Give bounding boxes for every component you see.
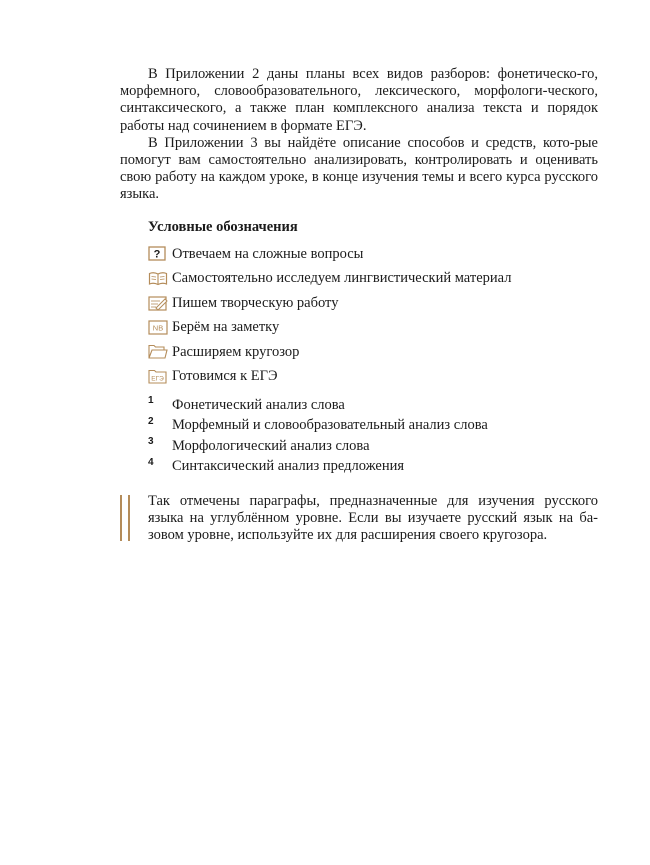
legend-item-questions bbox=[148, 242, 598, 267]
legend-item-exam-prep bbox=[148, 364, 598, 389]
advanced-level-marker-icon bbox=[120, 495, 130, 541]
advanced-level-note-text: Так отмечены параграфы, предназначенные для изучения русского языка на углублённом уровне. Если вы изучаете русский язык на ба-зовом уровне, используйте их для расширения своего кругозора. bbox=[148, 492, 598, 544]
legend-item-label: Синтаксический анализ предложения bbox=[172, 458, 405, 475]
legend-item-phonetic-analysis bbox=[148, 395, 598, 416]
advanced-level-note bbox=[120, 493, 598, 545]
intro-paragraph-appendix-3: В Приложении 3 вы найдёте описание способов и средств, кото-рые помогут вам самостоятельно анализировать, контролировать и оценивать свою работу на каждом уроке, в конце изучения темы и всего курса русского языка. bbox=[120, 134, 598, 203]
legend-title: Условные обозначения bbox=[148, 218, 298, 235]
analysis-number-mark: 2 bbox=[148, 415, 154, 427]
legend-item-label: Морфемный и словообразовательный анализ слова bbox=[172, 417, 488, 434]
ege-icon-label: ЕГЭ bbox=[151, 375, 164, 383]
legend-item-morphological-analysis bbox=[148, 436, 598, 457]
folder-icon bbox=[148, 344, 168, 360]
nb-note-icon bbox=[148, 319, 168, 335]
legend-item-syntactic-analysis bbox=[148, 456, 598, 477]
intro-paragraph-appendix-2: В Приложении 2 даны планы всех видов разборов: фонетическо-го, морфемного, словообразовательного, лексического, морфологи-ческого, синтаксического, а также план комплексного анализа текста и порядок работы над сочинением в формате ЕГЭ. bbox=[120, 66, 598, 134]
legend-item-label: Готовимся к ЕГЭ bbox=[172, 368, 278, 385]
nb-icon-label: NB bbox=[152, 323, 164, 333]
legend-item-label: Пишем творческую работу bbox=[172, 294, 339, 311]
legend-item-take-note bbox=[148, 315, 598, 340]
page-content bbox=[120, 66, 598, 544]
legend-item-label: Самостоятельно исследуем лингвистический материал bbox=[172, 270, 512, 287]
legend-item-label: Фонетический анализ слова bbox=[172, 396, 345, 413]
pen-writing-icon bbox=[148, 295, 168, 311]
legend-item-broaden-horizons bbox=[148, 340, 598, 365]
legend-item-creative-work bbox=[148, 291, 598, 316]
analysis-number-mark: 3 bbox=[148, 436, 154, 448]
analysis-number-mark: 1 bbox=[148, 395, 154, 407]
legend-item-research bbox=[148, 266, 598, 291]
legend-item-label: Берём на заметку bbox=[172, 319, 280, 336]
open-book-icon bbox=[148, 270, 168, 286]
ege-folder-icon bbox=[148, 368, 168, 384]
question-box-icon bbox=[148, 246, 168, 262]
legend bbox=[120, 218, 598, 477]
legend-item-label: Расширяем кругозор bbox=[172, 343, 300, 360]
legend-item-label: Отвечаем на сложные вопросы bbox=[172, 245, 364, 262]
analysis-number-mark: 4 bbox=[148, 456, 154, 468]
question-icon-label: ? bbox=[153, 248, 161, 261]
legend-item-morphemic-analysis bbox=[148, 415, 598, 436]
legend-item-label: Морфологический анализ слова bbox=[172, 437, 370, 454]
